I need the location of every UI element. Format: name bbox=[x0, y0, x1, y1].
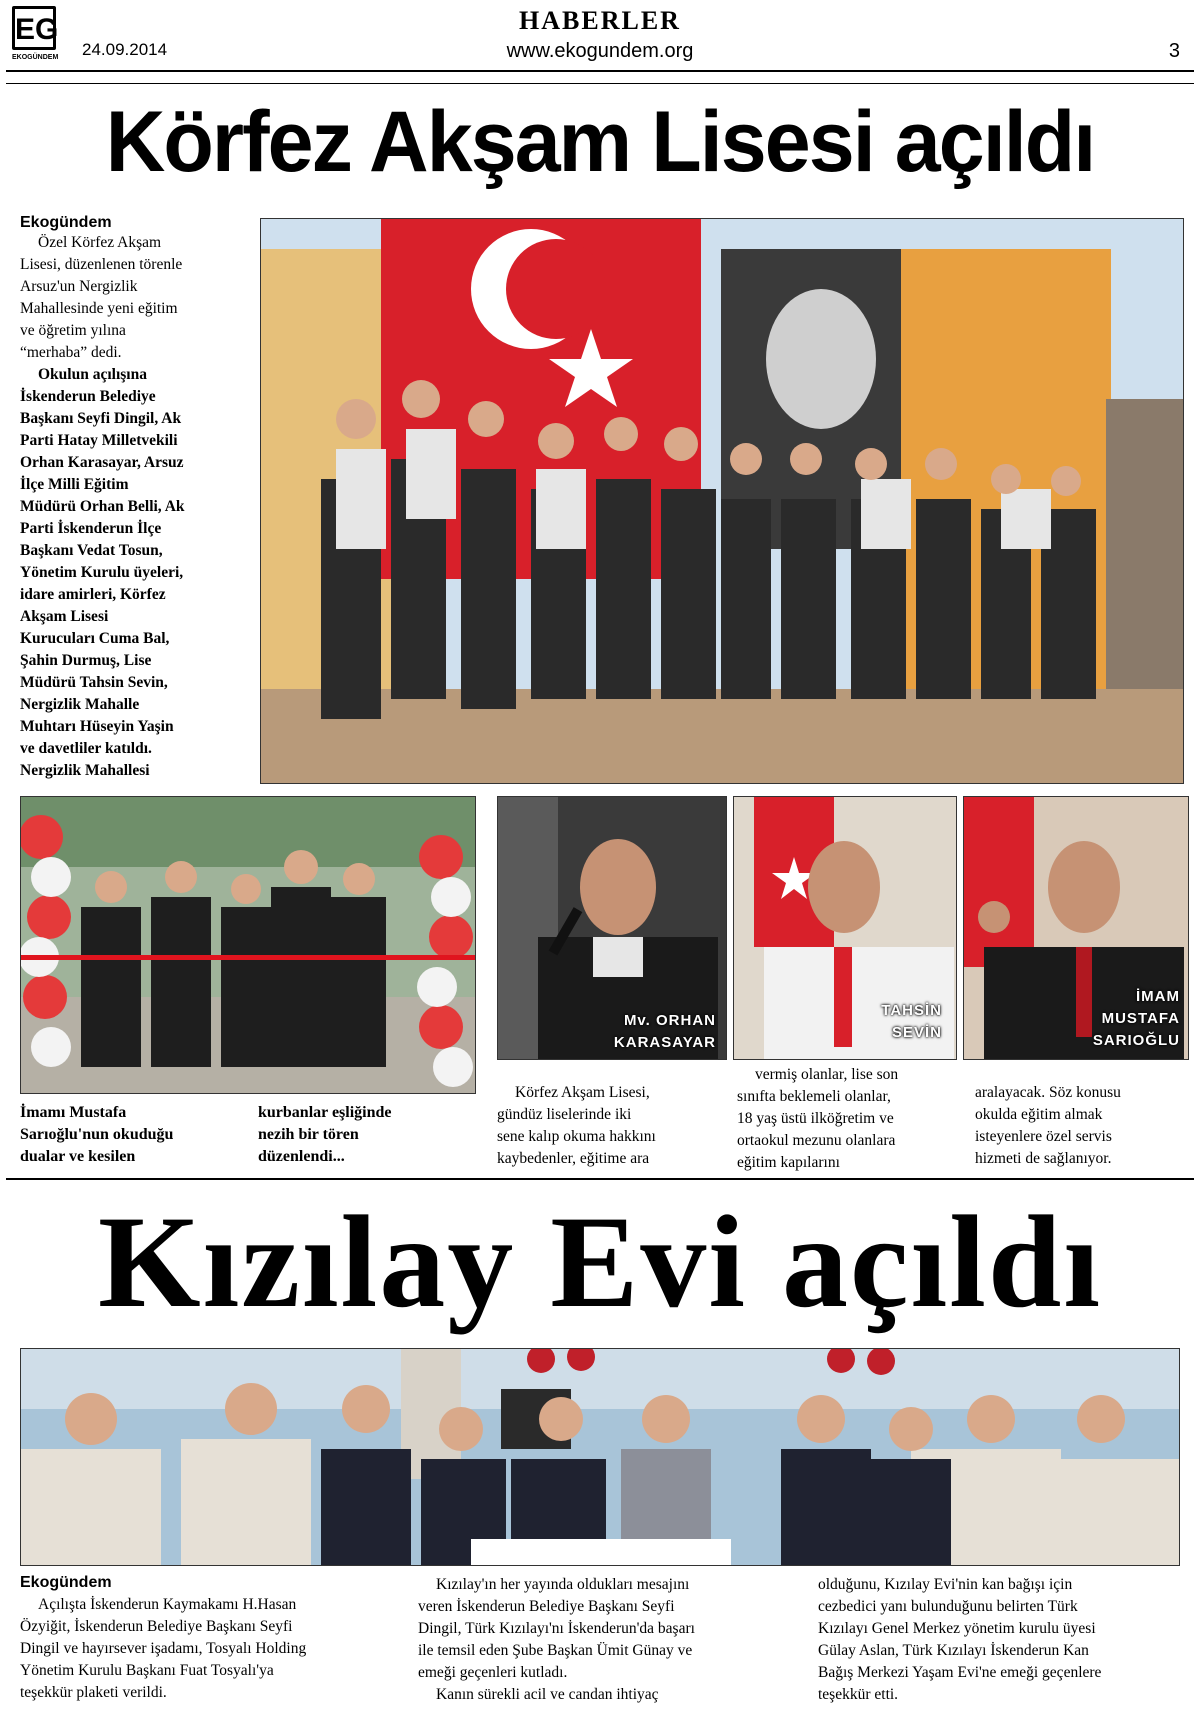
text-line: Mahallesinde yeni eğitim bbox=[20, 300, 178, 317]
text-line: ve davetliler katıldı. bbox=[20, 740, 152, 757]
text-line: Akşam Lisesi bbox=[20, 608, 109, 625]
text-line: Dingil, Türk Kızılayı'nı İskenderun'da başarı bbox=[418, 1620, 695, 1637]
text-line: Özyiğit, İskenderun Belediye Başkanı Seyfi bbox=[20, 1618, 293, 1635]
text-line: okulda eğitim almak bbox=[975, 1106, 1103, 1123]
text-line: Okulun açılışına bbox=[38, 366, 147, 383]
text-line: Nergizlik Mahallesi bbox=[20, 762, 150, 779]
headline-kizilay: Kızılay Evi açıldı bbox=[97, 1188, 1103, 1335]
text-line: 18 yaş üstü ilköğretim ve bbox=[737, 1110, 894, 1127]
text-line: Başkanı Vedat Tosun, bbox=[20, 542, 163, 559]
text-line: Parti Hatay Milletvekili bbox=[20, 432, 178, 449]
text-line: kaybedenler, eğitime ara bbox=[497, 1150, 650, 1167]
text-line: cezbedici yanı bulunduğunu belirten Türk bbox=[818, 1598, 1078, 1615]
text-line: Körfez Akşam Lisesi, bbox=[515, 1084, 650, 1101]
text-line: KARASAYAR bbox=[613, 1034, 716, 1051]
text-line: MUSTAFA bbox=[1101, 1010, 1180, 1027]
page-number: 3 bbox=[1168, 40, 1180, 62]
byline: Ekogündem bbox=[20, 214, 112, 231]
ribbon-caption-col1 bbox=[20, 1102, 240, 1168]
text-line: İskenderun Belediye bbox=[20, 388, 156, 405]
header-rule-thin bbox=[6, 83, 1194, 84]
text-line: Orhan Karasayar, Arsuz bbox=[20, 454, 184, 471]
text-line: Kızılayı Genel Merkez yönetim kurulu üyesi bbox=[818, 1620, 1096, 1637]
text-line: Sarıoğlu'nun okuduğu bbox=[20, 1126, 174, 1143]
text-line: hizmeti de sağlanıyor. bbox=[975, 1150, 1112, 1167]
text-line: Arsuz'un Nergizlik bbox=[20, 278, 138, 295]
text-line: TAHSİN bbox=[881, 1002, 942, 1019]
text-line: veren İskenderun Belediye Başkanı Seyfi bbox=[418, 1598, 675, 1615]
text-line: teşekkür etti. bbox=[818, 1686, 899, 1703]
section-title: HABERLER bbox=[519, 6, 681, 35]
article1-body-col4 bbox=[737, 1064, 959, 1174]
text-line: kurbanlar eşliğinde bbox=[258, 1104, 392, 1121]
label-karasayar bbox=[560, 1010, 716, 1054]
text-line: ortaokul mezunu olanlara bbox=[737, 1132, 896, 1149]
website-url[interactable]: www.ekogundem.org bbox=[506, 40, 694, 62]
text-line: Muhtarı Hüseyin Yaşin bbox=[20, 718, 174, 735]
logo-caption: EKOGÜNDEM bbox=[12, 54, 59, 61]
text-line: idare amirleri, Körfez bbox=[20, 586, 166, 603]
text-line: İMAM bbox=[1136, 988, 1180, 1005]
logo-letters: EG bbox=[15, 13, 59, 46]
text-line: İlçe Milli Eğitim bbox=[20, 476, 129, 493]
text-line: gündüz liselerinde iki bbox=[497, 1106, 632, 1123]
text-line: vermiş olanlar, lise son bbox=[755, 1066, 899, 1083]
text-line: Kızılay'ın her yayında oldukları mesajını bbox=[436, 1576, 690, 1593]
label-sarioglu bbox=[1010, 986, 1180, 1052]
text-line: olduğunu, Kızılay Evi'nin kan bağışı için bbox=[818, 1576, 1073, 1593]
section-divider bbox=[6, 1178, 1194, 1180]
text-line: Bağış Merkezi Yaşam Evi'ne emeği geçenlere bbox=[818, 1664, 1102, 1681]
text-line: SEVİN bbox=[891, 1024, 942, 1041]
text-line: Müdürü Orhan Belli, Ak bbox=[20, 498, 185, 515]
text-line: Lisesi, düzenlenen törenle bbox=[20, 256, 183, 273]
text-line: eğitim kapılarını bbox=[737, 1154, 840, 1171]
text-line: Nergizlik Mahalle bbox=[20, 696, 140, 713]
byline-kizilay: Ekogündem bbox=[20, 1574, 112, 1591]
text-line: Kanın sürekli acil ve candan ihtiyaç bbox=[436, 1686, 659, 1703]
text-line: Mv. ORHAN bbox=[623, 1012, 716, 1029]
text-line: Parti İskenderun İlçe bbox=[20, 520, 162, 537]
headline-korfez: Körfez Akşam Lisesi açıldı bbox=[105, 94, 1095, 190]
text-line: Açılışta İskenderun Kaymakamı H.Hasan bbox=[38, 1596, 297, 1613]
article1-body-col5 bbox=[975, 1082, 1187, 1170]
text-line: Özel Körfez Akşam bbox=[38, 234, 162, 251]
photo-ribbon-cutting bbox=[20, 796, 476, 1094]
text-line: Müdürü Tahsin Sevin, bbox=[20, 674, 168, 691]
text-line: Yönetim Kurulu Başkanı Fuat Tosyalı'ya bbox=[20, 1662, 274, 1679]
text-line: ve öğretim yılına bbox=[20, 322, 126, 339]
issue-date: 24.09.2014 bbox=[82, 40, 168, 59]
text-line: Kurucuları Cuma Bal, bbox=[20, 630, 170, 647]
text-line: isteyenlere özel servis bbox=[975, 1128, 1112, 1145]
article1-lead-column bbox=[20, 214, 260, 782]
text-line: dualar ve kesilen bbox=[20, 1148, 136, 1165]
text-line: sınıfta beklemeli olanlar, bbox=[737, 1088, 891, 1105]
label-sevin bbox=[780, 1000, 942, 1044]
text-line: Yönetim Kurulu üyeleri, bbox=[20, 564, 184, 581]
header-rule bbox=[6, 70, 1194, 72]
text-line: emeği geçenleri kutladı. bbox=[418, 1664, 568, 1681]
photo-kizilay-ceremony bbox=[20, 1348, 1180, 1566]
article2-body-col3 bbox=[818, 1574, 1188, 1706]
text-line: Gülay Aslan, Türk Kızılayı İskenderun Kan bbox=[818, 1642, 1089, 1659]
text-line: düzenlendi... bbox=[258, 1148, 345, 1165]
text-line: Dingil ve hayırsever işadamı, Tosyalı Holding bbox=[20, 1640, 307, 1657]
text-line: sene kalıp okuma hakkını bbox=[497, 1128, 656, 1145]
text-line: aralayacak. Söz konusu bbox=[975, 1084, 1121, 1101]
text-line: ile temsil eden Şube Başkan Ümit Günay ve bbox=[418, 1642, 693, 1659]
ribbon-caption-col2 bbox=[258, 1102, 478, 1168]
article1-attendees-text bbox=[20, 364, 260, 782]
photo-school-opening-group bbox=[260, 218, 1184, 784]
text-line: teşekkür plaketi verildi. bbox=[20, 1684, 167, 1701]
article1-body-col3 bbox=[497, 1082, 725, 1170]
text-line: Şahin Durmuş, Lise bbox=[20, 652, 152, 669]
text-line: “merhaba” dedi. bbox=[20, 344, 122, 361]
text-line: nezih bir tören bbox=[258, 1126, 359, 1143]
text-line: Başkanı Seyfi Dingil, Ak bbox=[20, 410, 182, 427]
article2-body-col1 bbox=[20, 1594, 400, 1704]
text-line: İmamı Mustafa bbox=[20, 1104, 127, 1121]
article2-body-col2 bbox=[418, 1574, 798, 1706]
text-line: SARIOĞLU bbox=[1092, 1032, 1180, 1049]
article1-lead-text bbox=[20, 232, 260, 364]
